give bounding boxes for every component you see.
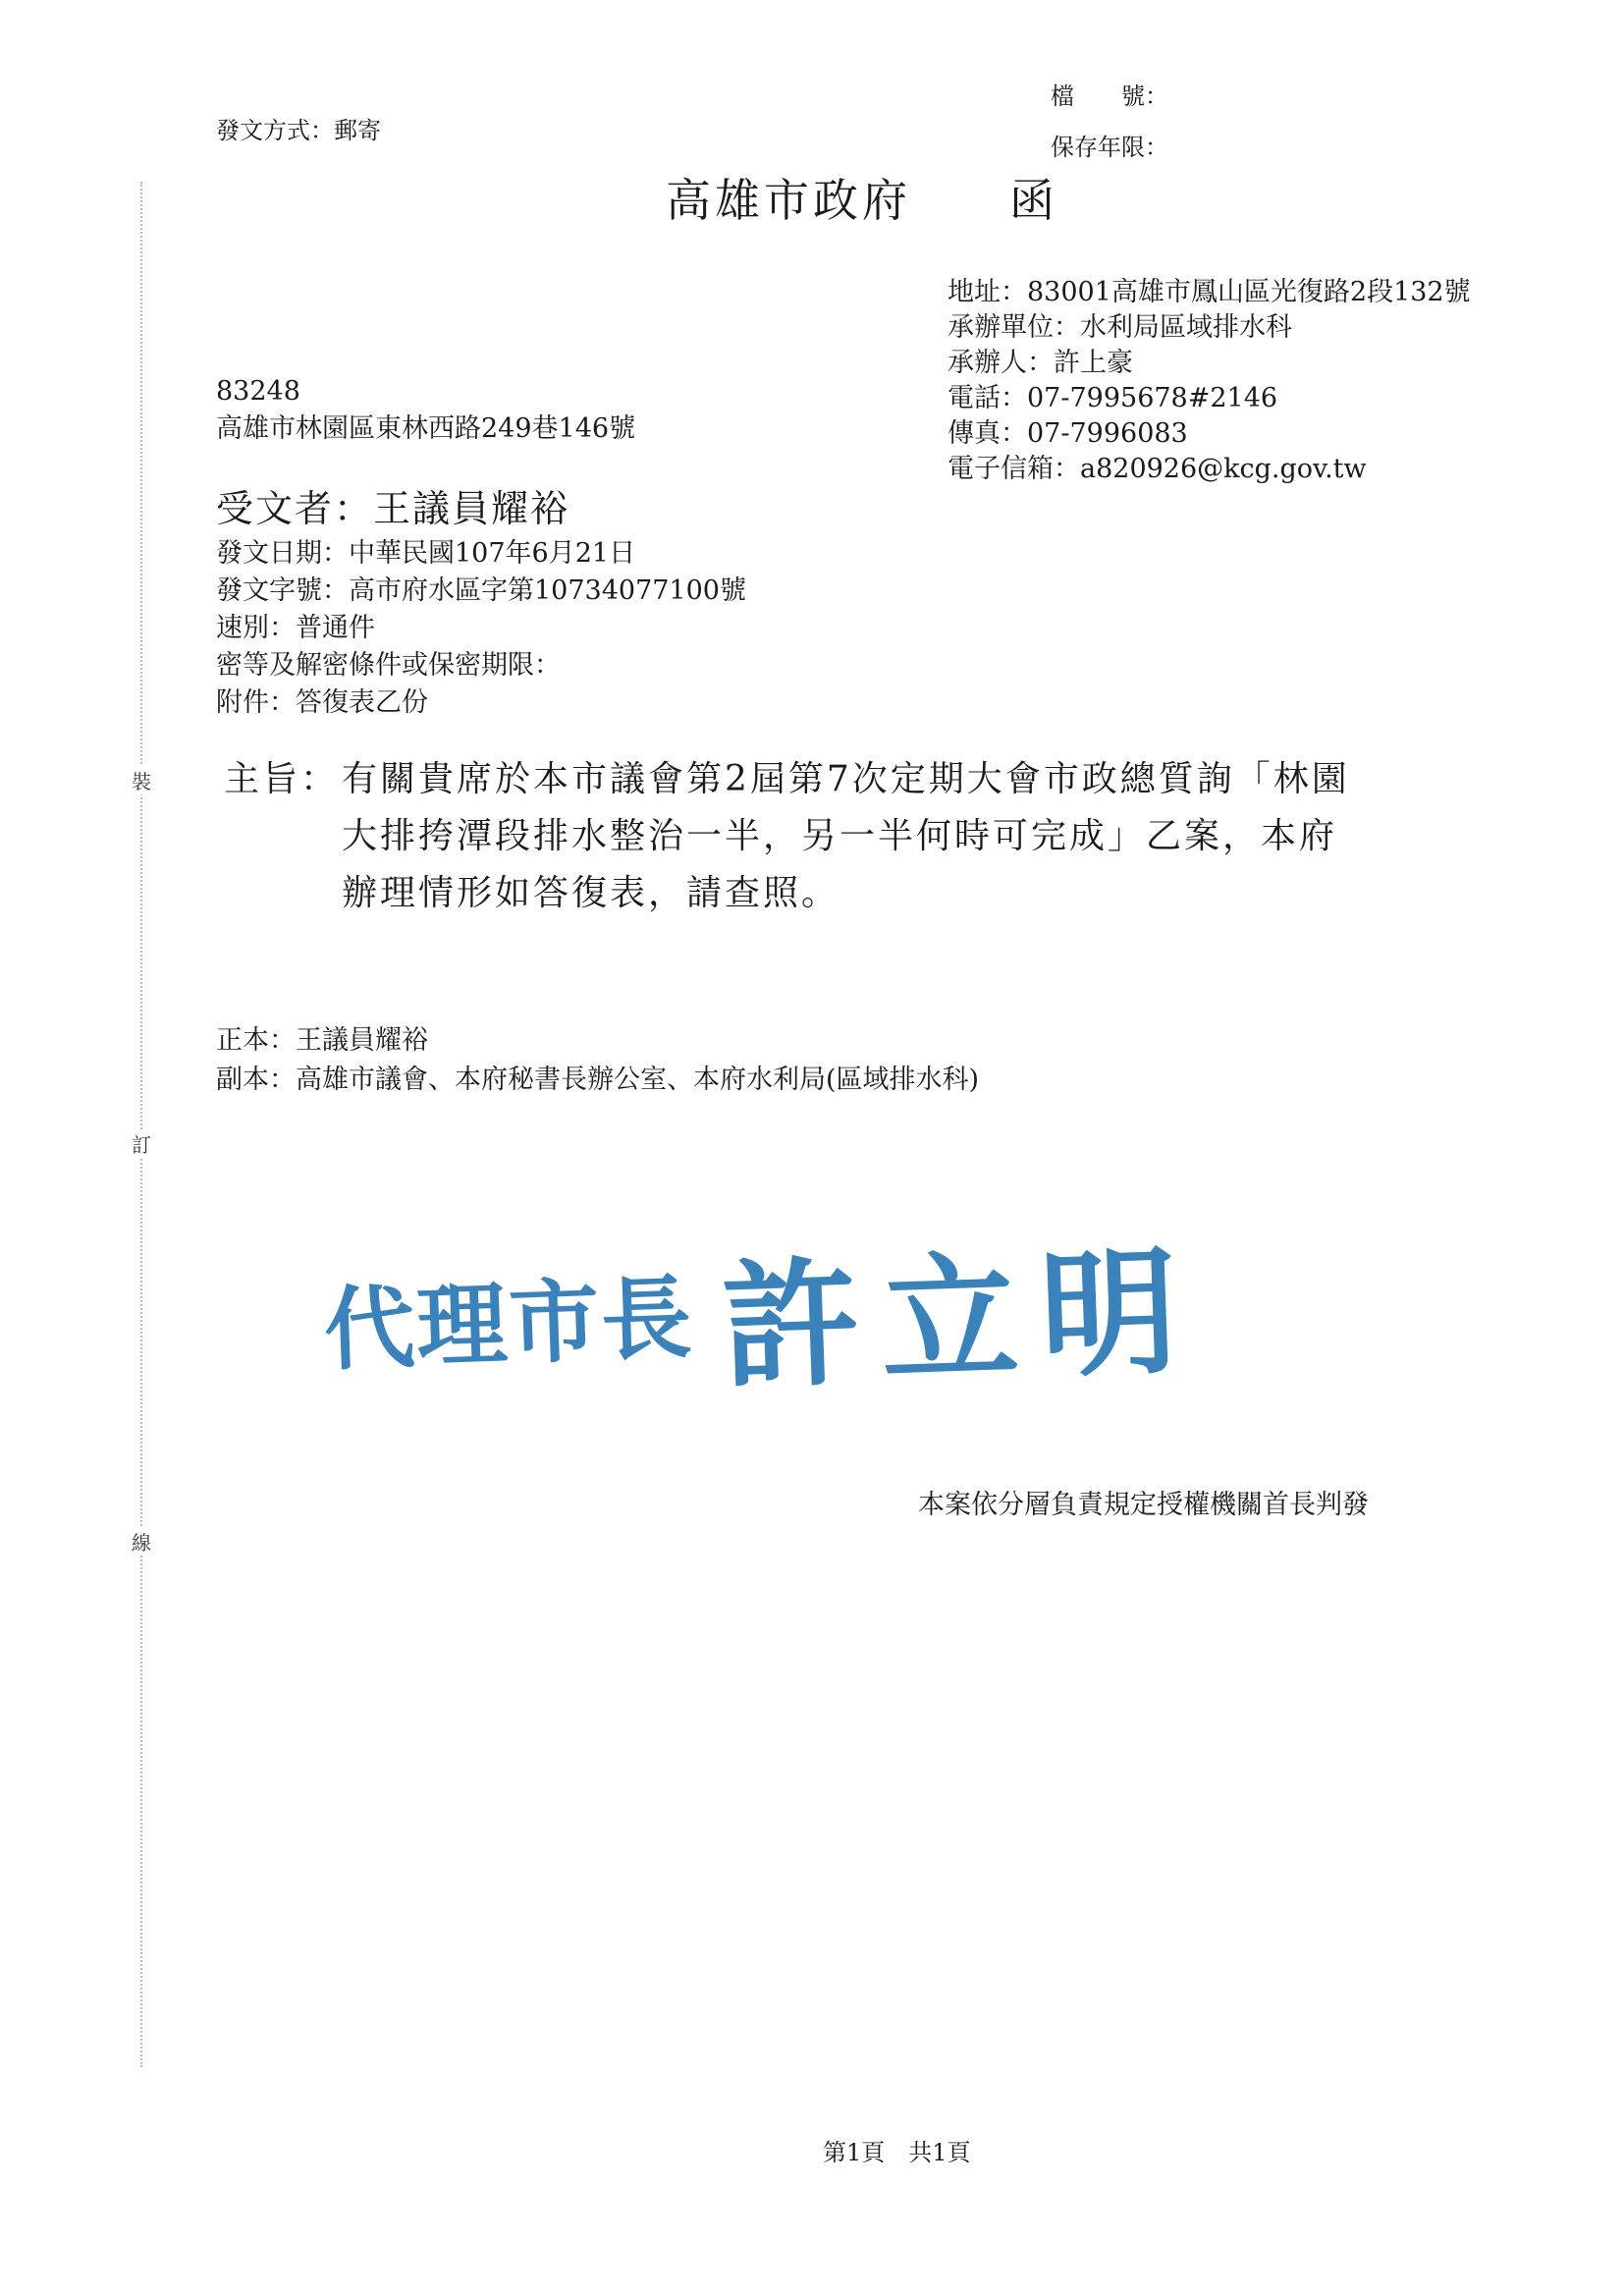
subject-line: 有關貴席於本市議會第2屆第7次定期大會市政總質詢「林園 <box>342 759 1350 799</box>
authorization-note: 本案依分層負責規定授權機關首長判發 <box>918 1490 1369 1520</box>
binding-mark-zhuang: 裝 <box>132 766 151 794</box>
duplicate-recipients: 副本：高雄市議會、本府秘書長辦公室、本府水利局(區域排水科) <box>216 1065 980 1095</box>
sender-address: 地址：83001高雄市鳳山區光復路2段132號 <box>947 277 1471 307</box>
document-number: 發文字號：高市府水區字第10734077100號 <box>216 575 746 606</box>
binding-mark-xian: 線 <box>132 1527 151 1556</box>
sender-contact-block <box>947 275 1471 487</box>
sender-officer: 承辦人：許上豪 <box>947 348 1133 378</box>
subject-line: 辦理情形如答復表，請查照。 <box>342 873 840 913</box>
page-footer: 第1頁 共1頁 <box>823 2139 971 2166</box>
subject-label: 主旨： <box>224 759 340 799</box>
sender-phone: 電話：07-7995678#2146 <box>947 383 1278 413</box>
subject-line: 大排挎潭段排水整治一半，另一半何時可完成」乙案，本府 <box>342 816 1338 856</box>
binding-mark-ding: 訂 <box>132 1129 151 1158</box>
recipient: 受文者：王議員耀裕 <box>216 487 570 530</box>
sender-unit: 承辦單位：水利局區域排水科 <box>947 312 1292 343</box>
recipient-postal-code: 83248 <box>216 376 300 407</box>
document-meta <box>216 535 746 722</box>
binding-line <box>140 182 142 2067</box>
attachment: 附件：答復表乙份 <box>216 687 428 718</box>
copies-block <box>216 1021 979 1100</box>
speed-category: 速別：普通件 <box>216 613 375 643</box>
document-title: 高雄市政府 函 <box>666 174 1058 227</box>
classification: 密等及解密條件或保密期限： <box>216 650 561 681</box>
retention-period-label: 保存年限： <box>1051 134 1168 161</box>
subject-body <box>342 751 1350 922</box>
file-number-label: 檔 號： <box>1051 82 1168 110</box>
acting-mayor-seal-title: 代理市長 <box>322 1264 696 1384</box>
original-recipient: 正本：王議員耀裕 <box>216 1025 428 1056</box>
dispatch-method: 發文方式：郵寄 <box>216 117 381 144</box>
issue-date: 發文日期：中華民國107年6月21日 <box>216 538 636 569</box>
sender-fax: 傳真：07-7996083 <box>947 418 1188 449</box>
sender-email: 電子信箱：a820926@kcg.gov.tw <box>947 454 1367 484</box>
recipient-address: 高雄市林園區東林西路249巷146號 <box>216 413 636 444</box>
acting-mayor-seal-name: 許立明 <box>719 1230 1203 1409</box>
